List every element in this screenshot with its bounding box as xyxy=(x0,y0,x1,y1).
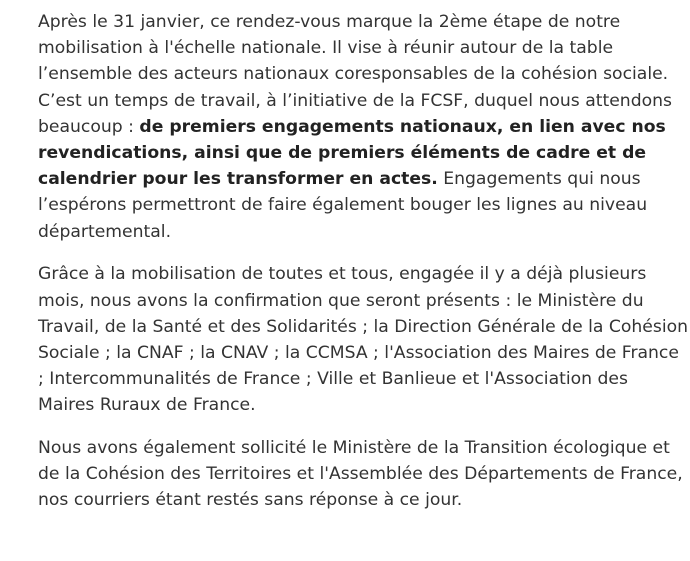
paragraph-mobilisation-intro xyxy=(38,9,688,245)
paragraph-emphasis-text: de premiers engagements nationaux, en lien avec nos revendications, ainsi que de premiers éléments de cadre et de calendrier pour les transformer en actes. xyxy=(38,116,666,190)
article-body xyxy=(38,9,688,530)
paragraph-solicitations: Nous avons également sollicité le Ministère de la Transition écologique et de la Cohésion des Territoires et l'Assemblée des Départements de France, nos courriers étant restés sans réponse à ce jour. xyxy=(38,438,683,511)
paragraph-outro-text: Engagements qui nous l’espérons permettront de faire également bouger les lignes au niveau départemental. xyxy=(38,169,648,242)
paragraph-intro-text: Après le 31 janvier, ce rendez-vous marque la 2ème étape de notre mobilisation à l'échelle nationale. Il vise à réunir autour de la table l’ensemble des acteurs nationaux coresponsables de la cohésion sociale. C’est un temps de travail, à l’initiative de la FCSF, duquel nous attendons beaucoup : xyxy=(38,12,672,137)
paragraph-participants: Grâce à la mobilisation de toutes et tous, engagée il y a déjà plusieurs mois, nous avons la confirmation que seront présents : le Ministère du Travail, de la Santé et des Solidarités ; la Direction Générale de la Cohésion Sociale ; la CNAF ; la CNAV ; la CCMSA ; l'Association des Maires de France ; Intercommunalités de France ; Ville et Banlieue et l'Association des Maires Ruraux de France. xyxy=(38,264,689,416)
